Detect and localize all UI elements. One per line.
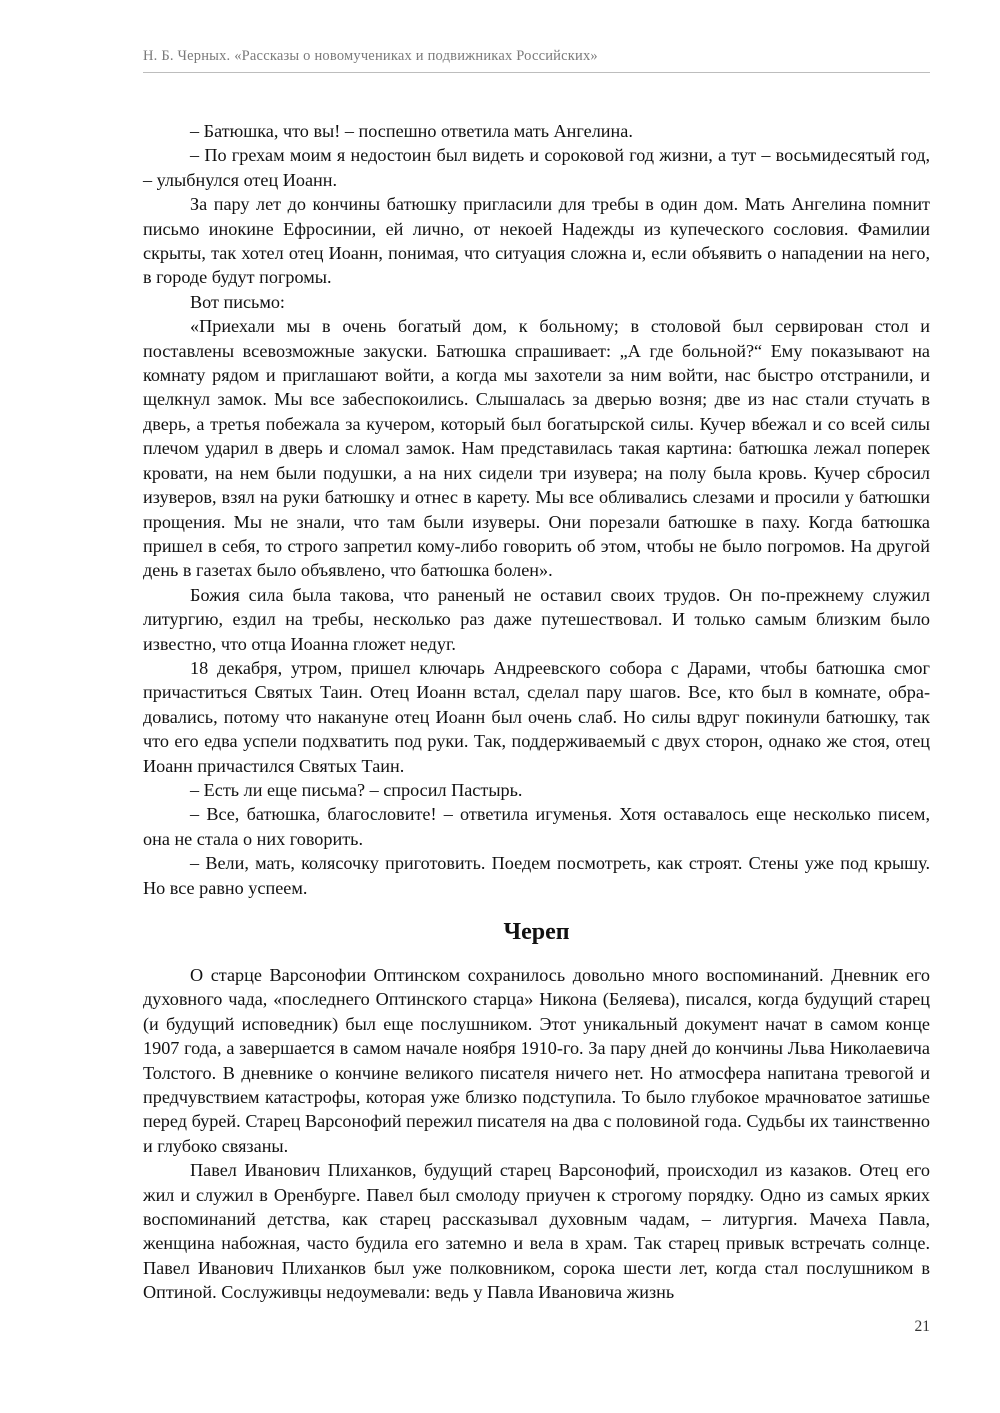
- section-title: Череп: [503, 919, 570, 945]
- paragraph: – Есть ли еще письма? – спросил Пастырь.: [190, 779, 523, 800]
- paragraph: 18 декабря, утром, пришел ключарь Андреевского собора с Дарами, чтобы батюшка смог причаститься Святых Таин. Отец Иоанн встал, сделал пару шагов. Все, кто был в комнате, обрадовались, потому что накануне отец Иоанн был очень слаб. Но силы вдруг покинули батюшку, так что его едва успели подхватить под руки. Так, поддерживаемый с двух сторон, однако же стоя, отец Иоанн причастился Святых Таин.: [143, 657, 930, 776]
- paragraph: Божия сила была такова, что раненый не оставил своих трудов. Он по-прежнему служил литургию, ездил на требы, несколько раз даже путешествовал. И только самым близким было известно, что отца Иоанна гложет недуг.: [143, 584, 930, 654]
- body-text-top: [143, 119, 930, 900]
- paragraph: «Приехали мы в очень богатый дом, к больному; в столовой был сервирован стол и поставлены всевозможные закуски. Батюшка спрашивает: „А где больной?“ Ему показывают на комнату рядом и приглашают войти, а когда мы захотели за ним войти, нас быстро отстранили, и щелкнул замок. Мы все забеспокоились. Слышалась за дверью возня; две из нас стали стучать в дверь, а третья побежала за кучером, который был богатырской силы. Кучер вбежал и со всей силы плечом ударил в дверь и сломал замок. Нам представилась такая картина: батюшка лежал поперек кровати, на нем были подушки, а на них сидели три изувера; на полу была кровь. Кучер сбросил изуверов, взял на руки батюшку и отнес в карету. Мы все обливались слезами и просили у батюшки прощения. Мы не знали, что там были изуверы. Они порезали батюшке в паху. Когда батюшка пришел в себя, то строго запретил кому-либо говорить об этом, чтобы не было погромов. На другой день в газетах было объявлено, что батюшка болен».: [143, 316, 930, 581]
- paragraph: – По грехам моим я недостоин был видеть и сороковой год жизни, а тут – восьмидесятый год, – улыбнулся отец Иоанн.: [143, 145, 930, 190]
- paragraph: – Все, батюшка, благословите! – ответила игуменья. Хотя оставалось еще несколько писем, она не стала о них говорить.: [143, 804, 930, 849]
- paragraph: О старце Варсонофии Оптинском сохранилось довольно много воспоминаний. Дневник его духовного чада, «последнего Оптинского старца» Никона (Беляева), писался, когда будущий старец (и будущий исповедник) был еще послушником. Этот уникальный документ начат в самом конце 1907 года, а завершается в самом начале ноября 1910-го. За пару дней до кончины Льва Николаевича Толстого. В дневнике о кончине великого писателя ничего нет. Но атмосфера напитана тревогой и предчувствием катастрофы, которая уже близко подступила. То было глубокое мрачноватое затишье перед бурей. Старец Варсонофий пережил писателя на два с половиной года. Судьбы их таинственно и глубоко связаны.: [143, 965, 930, 1156]
- paragraph: За пару лет до кончины батюшку пригласили для требы в один дом. Мать Ангелина помнит письмо инокине Ефросинии, ей лично, от некоей Надежды из купеческого сословия. Фамилии скрыты, так хотел отец Иоанн, понимая, что ситуация сложна и, если объявить о нападении на него, в городе будут погромы.: [143, 194, 930, 288]
- page-number: 21: [914, 1318, 930, 1335]
- paragraph: Вот письмо:: [190, 291, 285, 312]
- body-text-bottom: [143, 963, 930, 1305]
- paragraph: Павел Иванович Плиханков, будущий старец Варсонофий, происходил из казаков. Отец его жил и служил в Оренбурге. Павел был смолоду приучен к строгому порядку. Одно из самых ярких воспоминаний детства, как старец рассказывал духовным чадам, – литургия. Мачеха Павла, женщина набожная, часто будила его затемно и вела в храм. Так старец привык встречать солнце. Павел Иванович Плиханков был уже полковником, сорока шести лет, когда стал послушником в Оптиной. Сослуживцы недоумевали: ведь у Павла Ивановича жизнь: [143, 1160, 930, 1303]
- header-divider: [143, 72, 930, 73]
- running-header: Н. Б. Черных. «Рассказы о новомучениках и подвижниках Российских»: [143, 48, 598, 64]
- paragraph: – Батюшка, что вы! – поспешно ответила мать Ангелина.: [190, 121, 633, 141]
- paragraph: – Вели, мать, колясочку приготовить. Поедем посмотреть, как строят. Стены уже под крышу. Но все равно успеем.: [143, 853, 930, 898]
